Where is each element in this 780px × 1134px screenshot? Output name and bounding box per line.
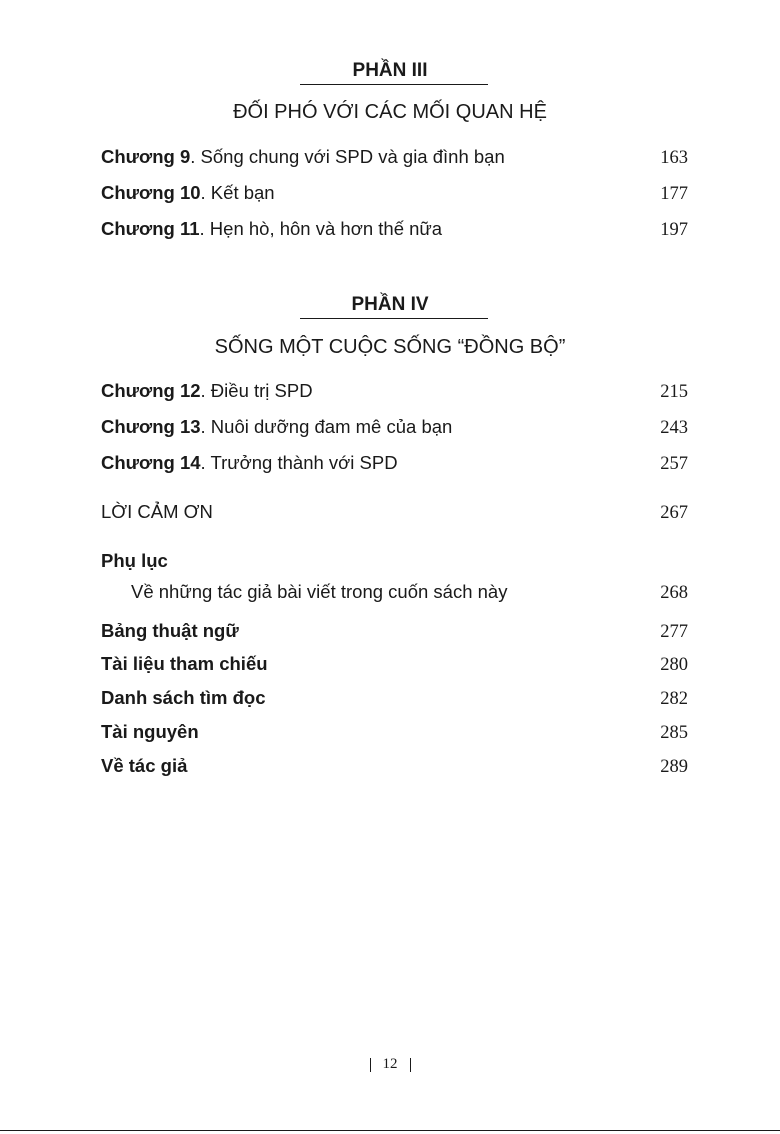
page-ref: 282 [660, 689, 688, 709]
part3-subtitle: ĐỐI PHÓ VỚI CÁC MỐI QUAN HỆ [233, 101, 547, 123]
entry-label: LỜI CẢM ƠN [101, 501, 213, 522]
toc-entry-acknowledgements[interactable] [101, 501, 688, 524]
toc-entry-chapter-13[interactable] [101, 416, 688, 439]
page-number: 12 [382, 1056, 398, 1072]
page-ref: 243 [660, 418, 688, 438]
entry-label: Về những tác giả bài viết trong cuốn sách này [131, 581, 508, 602]
toc-entry-chapter-10[interactable] [101, 182, 688, 205]
chapter-title: . Sống chung với SPD và gia đình bạn [190, 146, 505, 167]
page-ref: 280 [660, 655, 688, 675]
page-ref: 268 [660, 583, 688, 603]
part3-title: PHẦN III [352, 60, 428, 81]
chapter-label: Chương 13 [101, 416, 201, 437]
entry-label: Phụ lục [101, 550, 168, 571]
toc-entry-glossary[interactable] [101, 620, 688, 643]
chapter-label: Chương 10 [101, 182, 201, 203]
entry-label: Bảng thuật ngữ [101, 620, 239, 641]
toc-entry-chapter-11[interactable] [101, 218, 688, 241]
toc-entry-chapter-12[interactable] [101, 380, 688, 403]
page-ref: 257 [660, 454, 688, 474]
toc-entry-chapter-9[interactable] [101, 146, 688, 169]
toc-entry-appendix-authors[interactable] [101, 581, 688, 604]
part4-subtitle: SỐNG MỘT CUỘC SỐNG “ĐỒNG BỘ” [214, 336, 566, 358]
page-number-footer [0, 1056, 780, 1073]
toc-entry-reading-list[interactable] [101, 687, 688, 710]
chapter-title: . Trưởng thành với SPD [200, 452, 398, 473]
part4-rule [300, 318, 488, 319]
entry-label: Tài nguyên [101, 721, 199, 742]
page-ref: 267 [660, 503, 688, 523]
entry-label: Về tác giả [101, 755, 188, 776]
page-ref: 277 [660, 622, 688, 642]
page-ref: 285 [660, 723, 688, 743]
toc-entry-about-author[interactable] [101, 755, 688, 778]
toc-entry-chapter-14[interactable] [101, 452, 688, 475]
divider [410, 1058, 411, 1072]
page-bottom-edge [0, 1130, 780, 1131]
toc-entry-resources[interactable] [101, 721, 688, 744]
page-ref: 197 [660, 220, 688, 240]
page-ref: 289 [660, 757, 688, 777]
chapter-label: Chương 9 [101, 146, 191, 167]
chapter-label: Chương 12 [101, 380, 201, 401]
chapter-title: . Điều trị SPD [200, 380, 313, 401]
chapter-title: . Kết bạn [200, 182, 275, 203]
page-ref: 215 [660, 382, 688, 402]
page-ref: 177 [660, 184, 688, 204]
divider [370, 1058, 371, 1072]
toc-entry-references[interactable] [101, 653, 688, 676]
part3-rule [300, 84, 488, 85]
chapter-title: . Nuôi dưỡng đam mê của bạn [200, 416, 453, 437]
entry-label: Danh sách tìm đọc [101, 687, 266, 708]
part4-title: PHẦN IV [351, 294, 429, 315]
chapter-label: Chương 11 [101, 218, 200, 239]
chapter-label: Chương 14 [101, 452, 201, 473]
entry-label: Tài liệu tham chiếu [101, 653, 268, 674]
page-ref: 163 [660, 148, 688, 168]
chapter-title: . Hẹn hò, hôn và hơn thế nữa [199, 218, 443, 239]
toc-entry-appendix[interactable] [101, 550, 688, 572]
